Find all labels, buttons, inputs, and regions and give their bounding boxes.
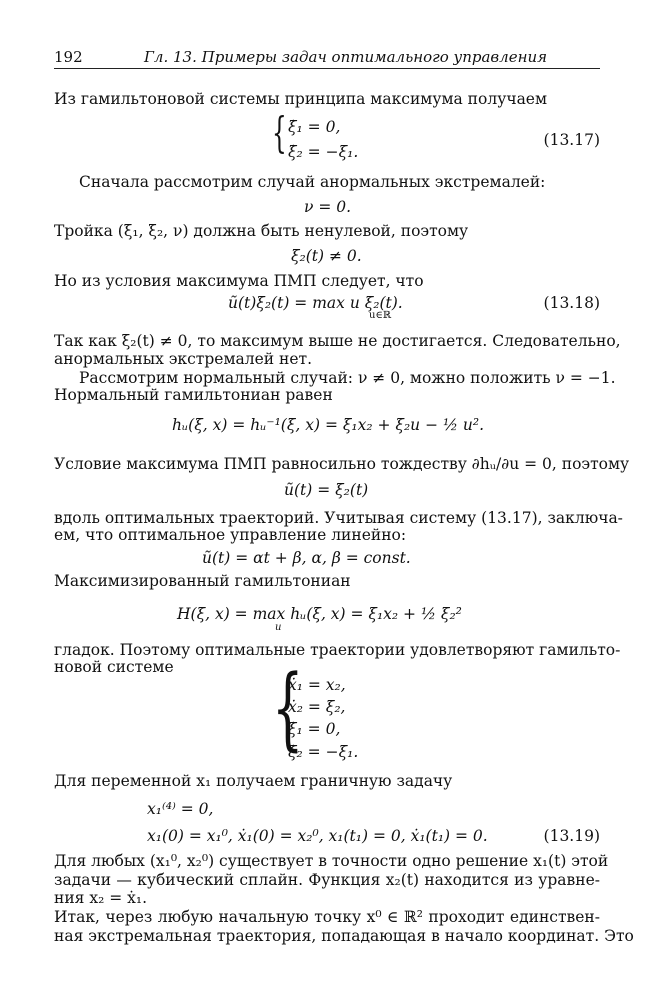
equation-number: (13.17) (543, 131, 600, 149)
paragraph-hamiltonian-system: Из гамильтоновой системы принципа максимума получаем (54, 90, 548, 108)
paragraph-line: анормальных экстремалей нет. (54, 350, 313, 368)
system-brace: { (272, 656, 304, 761)
paragraph-line: Для любых (x₁⁰, x₂⁰) существует в точности одно решение x₁(t) этой (54, 852, 609, 870)
paragraph-line: ния x₂ = ẋ₁. (54, 889, 148, 907)
formula-linear-control: ũ(t) = αt + β, α, β = const. (202, 549, 411, 567)
formula-normal-hamiltonian: hᵤ(ξ, x) = hᵤ⁻¹(ξ, x) = ξ₁x₂ + ξ₂u − ½ u². (172, 416, 485, 434)
paragraph-line: гладок. Поэтому оптимальные траектории удовлетворяют гамильто- (54, 641, 621, 659)
system-line-1: ẋ₁ = x₂, (288, 676, 346, 694)
paragraph-max-hamiltonian: Максимизированный гамильтониан (54, 572, 351, 590)
paragraph-line: Так как ξ₂(t) ≠ 0, то максимум выше не достигается. Следовательно, (54, 332, 621, 350)
paragraph-line: ная экстремальная траектория, попадающая в начало координат. Это (54, 927, 634, 945)
formula-H: H(ξ, x) = max hᵤ(ξ, x) = ξ₁x₂ + ½ ξ₂² (177, 605, 462, 623)
equation-number: (13.19) (543, 827, 600, 845)
paragraph-triple: Тройка (ξ₁, ξ₂, ν) должна быть ненулевой, поэтому (54, 222, 469, 240)
paragraph-abnormal-case: Сначала рассмотрим случай анормальных экстремалей: (79, 173, 546, 191)
paragraph-line: ем, что оптимальное управление линейно: (54, 526, 407, 544)
running-title: Гл. 13. Примеры задач оптимального управления (144, 48, 548, 66)
formula-nu-zero: ν = 0. (304, 198, 352, 216)
formula-max: ũ(t)ξ₂(t) = max u ξ₂(t). (228, 294, 403, 312)
paragraph-line: вдоль оптимальных траекторий. Учитывая систему (13.17), заключа- (54, 509, 623, 527)
page-number: 192 (54, 48, 83, 66)
paragraph-line: новой системе (54, 658, 174, 676)
formula-xi2-nonzero: ξ₂(t) ≠ 0. (291, 247, 362, 265)
system-line-3: ξ̇₁ = 0, (288, 720, 341, 738)
system-line-2: ξ̇₂ = −ξ₁. (288, 143, 359, 161)
paragraph-identity: Условие максимума ПМП равносильно тождеству ∂hᵤ/∂u = 0, поэтому (54, 455, 630, 473)
formula-H-subscript: u (275, 622, 282, 633)
paragraph-boundary-problem: Для переменной x₁ получаем граничную задачу (54, 772, 453, 790)
system-brace: { (272, 108, 287, 157)
system-line-4: ξ̇₂ = −ξ₁. (288, 743, 359, 761)
paragraph-max-condition: Но из условия максимума ПМП следует, что (54, 272, 424, 290)
formula-max-subscript: u∈ℝ (369, 310, 392, 321)
equation-number: (13.18) (543, 294, 600, 312)
paragraph-line: Итак, через любую начальную точку x⁰ ∈ ℝ² проходит единствен- (54, 908, 600, 926)
paragraph-normal-case: Рассмотрим нормальный случай: ν ≠ 0, можно положить ν = −1. (79, 369, 616, 387)
formula-fourth-derivative: x₁⁽⁴⁾ = 0, (147, 800, 214, 818)
system-line-1: ξ̇₁ = 0, (288, 118, 341, 136)
formula-boundary-conditions: x₁(0) = x₁⁰, ẋ₁(0) = x₂⁰, x₁(t₁) = 0, ẋ₁(t₁) = 0. (147, 827, 488, 845)
paragraph-line: задачи — кубический сплайн. Функция x₂(t) находится из уравне- (54, 871, 600, 889)
paragraph-line: Нормальный гамильтониан равен (54, 386, 333, 404)
formula-optimal-control: ũ(t) = ξ₂(t) (284, 481, 369, 499)
system-line-2: ẋ₂ = ξ₂, (288, 698, 346, 716)
page-header (54, 48, 600, 69)
